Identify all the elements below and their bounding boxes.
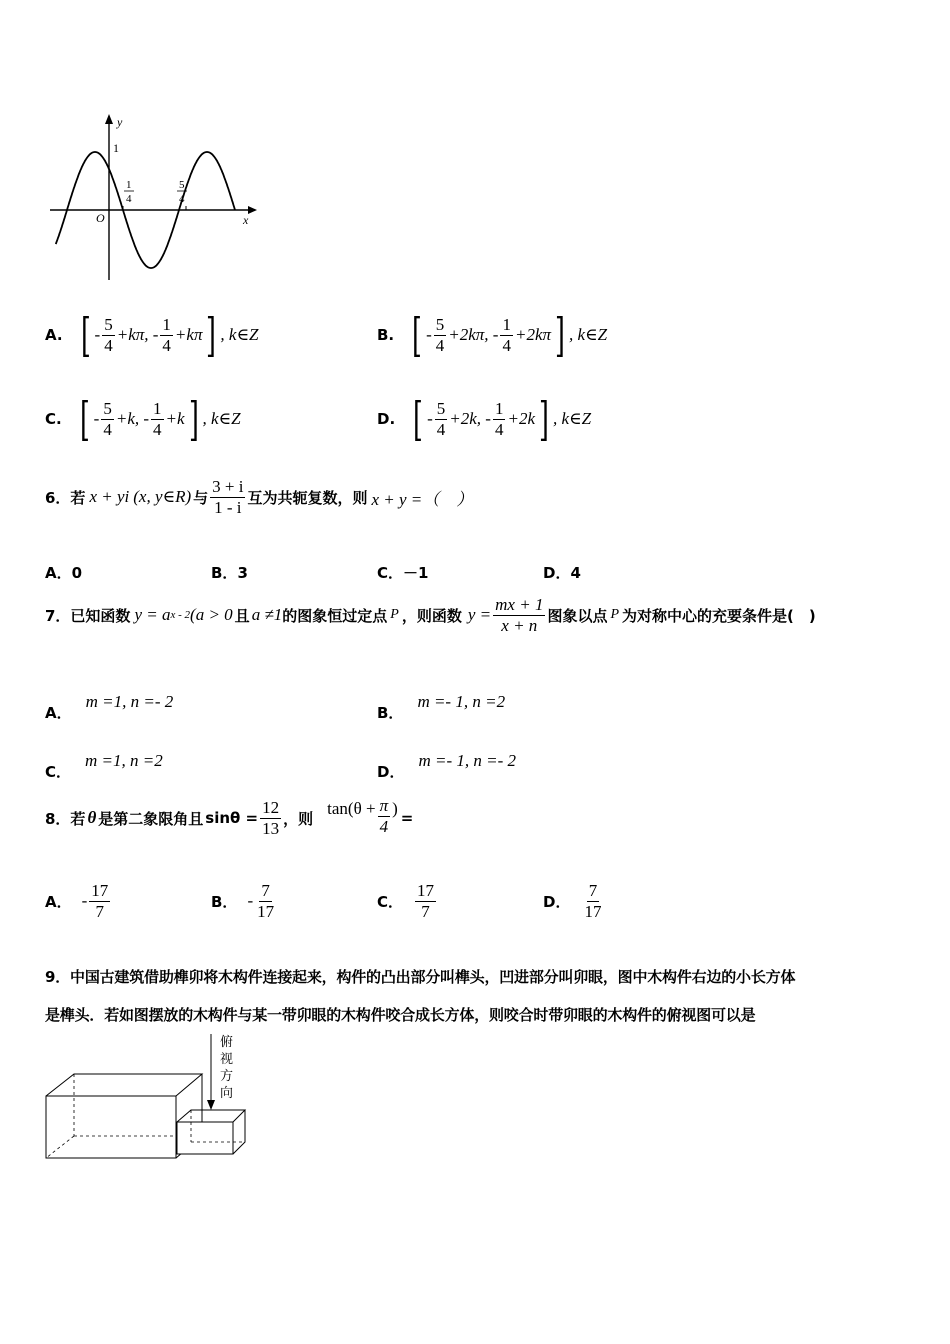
option-label: D． <box>543 892 571 911</box>
tenon-front <box>177 1122 233 1154</box>
option-den: 17 <box>584 901 602 921</box>
q6-mid: 与 <box>193 488 209 507</box>
option-num: 7 <box>261 881 270 900</box>
five-quarter-num: 5 <box>179 179 185 191</box>
option-label: C． <box>377 892 404 911</box>
wood-joint-figure <box>40 1030 260 1165</box>
left-bracket: [ <box>79 392 90 446</box>
expr-part: +2k <box>507 409 535 428</box>
quarter-den: 4 <box>126 193 132 205</box>
left-bracket: [ <box>412 308 423 362</box>
option-den: 7 <box>421 901 430 921</box>
q5-option-b[interactable] <box>377 308 608 362</box>
y-axis-arrow <box>105 114 113 124</box>
q8-eq: = <box>400 809 414 828</box>
q8-option-a[interactable] <box>45 882 112 921</box>
option-label: A． <box>45 704 72 722</box>
q8-sin: sinθ = <box>205 809 259 828</box>
x-axis-arrow <box>248 206 257 214</box>
frac-num: 1 <box>153 398 162 418</box>
option-num: 17 <box>91 881 109 900</box>
q6-option-a[interactable] <box>45 562 82 583</box>
q8-then: ，则 <box>283 809 314 828</box>
frac-num: 1 <box>162 314 171 334</box>
q8-option-b[interactable] <box>211 882 278 921</box>
frac-num: 1 <box>494 398 504 418</box>
option-den: 17 <box>257 901 275 921</box>
q7-mid2: ，则函数 <box>401 606 462 625</box>
option-den: 7 <box>95 901 105 921</box>
frac-den: 4 <box>502 335 511 355</box>
option-label: D. <box>377 410 396 428</box>
x-label: x <box>243 213 249 227</box>
view-char-4: 向 <box>220 1086 234 1101</box>
y-label: y <box>117 115 123 129</box>
frac-den: 4 <box>153 419 162 439</box>
q6-option-b[interactable] <box>211 562 248 583</box>
frac-num: 5 <box>435 314 445 334</box>
expr-part: +kπ, - <box>116 325 159 344</box>
option-sign: - <box>81 891 88 911</box>
q6-frac-num: 3 + i <box>212 477 244 496</box>
quarter-num: 1 <box>126 179 132 191</box>
frac-den: 4 <box>103 419 112 439</box>
frac-den: 4 <box>435 335 445 355</box>
q5-option-d[interactable] <box>377 392 592 446</box>
tenon-top <box>177 1110 245 1122</box>
view-char-1: 俯 <box>220 1035 234 1050</box>
option-value: 3 <box>237 563 248 582</box>
option-value: m =1, n =- 2 <box>85 691 174 711</box>
expr-tail: , k∈Z <box>202 409 241 428</box>
q7-mid: 的图象恒过定点 <box>282 606 388 625</box>
option-num: 17 <box>417 881 435 900</box>
q5-option-c[interactable] <box>45 392 241 446</box>
frac-den: 4 <box>104 335 113 355</box>
five-quarter-den: 4 <box>179 193 185 205</box>
expr-part: +k <box>165 409 185 428</box>
origin-label: O <box>96 211 105 225</box>
expr-part: +kπ <box>174 325 203 344</box>
q7-option-b[interactable] <box>377 680 505 723</box>
option-label: D． <box>543 564 571 582</box>
option-label: C. <box>45 410 62 428</box>
expr-tail: , k∈Z <box>568 325 608 344</box>
q7-func: y = a <box>134 605 171 625</box>
q7-option-d[interactable] <box>377 739 516 782</box>
q6-expr1: x + yi <box>89 487 130 507</box>
option-label: B． <box>211 892 238 911</box>
minus-sign: - <box>93 409 100 428</box>
q7-exponent: x - 2 <box>170 609 191 622</box>
y-one-label: 1 <box>113 141 119 155</box>
right-bracket: ] <box>206 308 217 362</box>
q8-option-d[interactable] <box>543 882 605 921</box>
q7-y: y = <box>467 605 492 625</box>
option-value: －1 <box>403 564 429 582</box>
q6-option-c[interactable] <box>377 562 428 583</box>
q8-theta: θ <box>87 808 97 828</box>
hidden-edge-d <box>46 1136 74 1158</box>
expr-tail: , k∈Z <box>552 409 592 428</box>
option-value: m =1, n =2 <box>85 750 163 770</box>
option-value: 0 <box>71 563 83 582</box>
minus-sign: - <box>427 409 433 428</box>
q8-prefix: 8．若 <box>45 809 86 828</box>
option-value: m =- 1, n =2 <box>417 691 506 711</box>
right-bracket: ] <box>539 392 549 446</box>
option-label: A． <box>45 564 72 582</box>
view-char-3: 方 <box>220 1069 234 1084</box>
q7-option-c[interactable] <box>45 739 163 782</box>
expr-tail: , k∈Z <box>220 325 259 344</box>
frac-num: 5 <box>436 398 446 418</box>
left-bracket: [ <box>80 308 91 362</box>
q6-stem <box>45 478 473 517</box>
q7-cond1: (a > 0 <box>190 605 233 625</box>
frac-num: 5 <box>103 398 112 418</box>
q6-prefix: 6．若 <box>45 488 86 507</box>
q6-expr2: (x, y∈R) <box>133 487 192 507</box>
frac-den: 4 <box>436 419 446 439</box>
option-value: m =- 1, n =- 2 <box>418 750 516 770</box>
minus-sign: - <box>94 325 101 344</box>
frac-den: 4 <box>162 335 171 355</box>
right-bracket: ] <box>188 392 199 446</box>
frac-num: 5 <box>104 314 113 334</box>
option-sign: - <box>247 891 254 911</box>
frac-den: 4 <box>494 419 504 439</box>
q7-prefix: 7．已知函数 <box>45 606 131 625</box>
right-bracket: ] <box>555 308 565 362</box>
q8-sin-num: 12 <box>262 798 280 817</box>
option-label: A. <box>45 326 63 344</box>
q6-option-d[interactable] <box>543 562 581 583</box>
big-box-top <box>46 1074 202 1096</box>
view-arrow-head <box>207 1100 215 1110</box>
q7-cond2: a ≠1 <box>251 605 283 625</box>
q9-line2: 是榫头．若如图摆放的木构件与某一带卯眼的木构件咬合成长方体，则咬合时带卯眼的木构件的俯视图可以是 <box>45 1006 756 1024</box>
q8-stem <box>45 796 414 838</box>
q7-suffix: 为对称中心的充要条件是( ) <box>622 606 816 625</box>
option-label: B. <box>377 326 395 344</box>
option-label: D． <box>377 763 405 781</box>
q6-frac-den: 1 - i <box>214 497 242 517</box>
option-label: C． <box>45 763 72 781</box>
q7-point-p2: P <box>610 607 620 623</box>
option-value: 4 <box>570 563 581 582</box>
q8-pi-den: 4 <box>379 816 389 836</box>
q7-point-p: P <box>390 607 399 623</box>
q7-frac-num: mx + 1 <box>495 595 544 614</box>
expr-part: +k, - <box>115 409 150 428</box>
sine-graph <box>45 110 265 285</box>
option-label: A． <box>45 892 72 911</box>
big-box-front <box>46 1096 176 1158</box>
view-char-2: 视 <box>220 1052 234 1067</box>
expr-part: +2k, - <box>449 409 491 428</box>
q7-and: 且 <box>234 606 250 625</box>
q7-option-a[interactable] <box>45 680 173 723</box>
q7-stem <box>45 596 816 635</box>
expr-part: +2kπ <box>514 325 552 344</box>
q8-mid: 是第二象限角且 <box>98 809 204 828</box>
q5-option-a[interactable] <box>45 308 259 362</box>
option-label: C． <box>377 564 404 582</box>
option-label: B． <box>211 564 238 582</box>
q9-line1: 9．中国古建筑借助榫卯将木构件连接起来，构件的凸出部分叫榫头，凹进部分叫卯眼，图中木构件右边的小长方体 <box>45 968 796 986</box>
q8-close: ) <box>392 799 398 819</box>
q6-suffix: 互为共轭复数，则 <box>247 488 368 507</box>
q8-option-c[interactable] <box>377 882 438 921</box>
expr-part: +2kπ, - <box>448 325 499 344</box>
frac-num: 1 <box>502 314 511 334</box>
q8-sin-den: 13 <box>262 818 280 838</box>
q7-mid3: 图象以点 <box>547 606 608 625</box>
left-bracket: [ <box>413 392 424 446</box>
q8-pi-num: π <box>379 796 389 815</box>
q6-expr3: x + y =（ ） <box>371 489 474 509</box>
q8-tan: tan(θ + <box>327 799 376 819</box>
option-label: B． <box>377 704 404 722</box>
q7-frac-den: x + n <box>501 615 538 635</box>
minus-sign: - <box>426 325 432 344</box>
option-num: 7 <box>588 881 598 900</box>
